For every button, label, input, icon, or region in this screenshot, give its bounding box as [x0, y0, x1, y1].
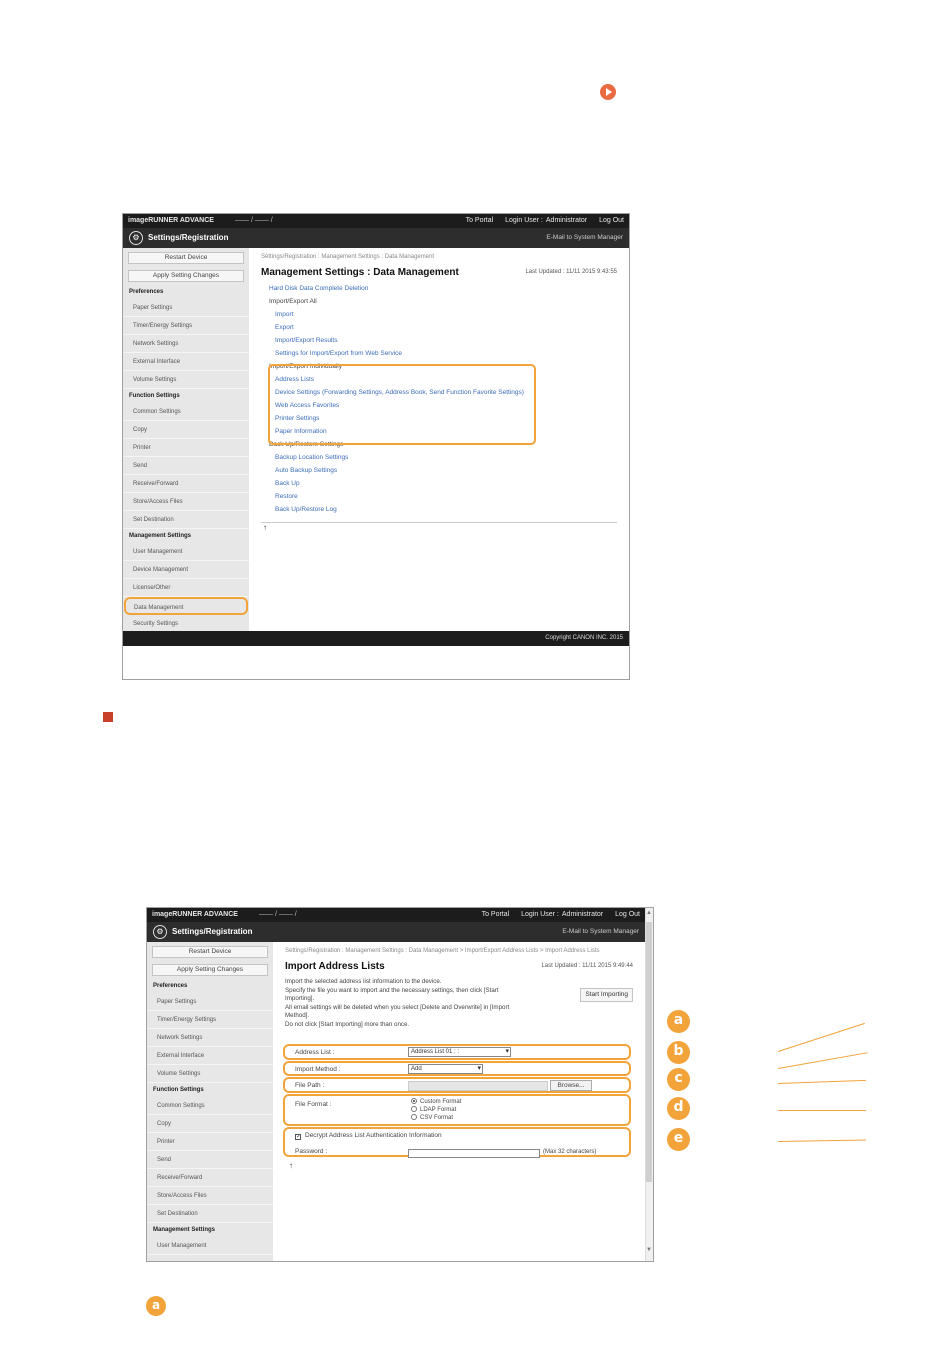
leader-line-a [778, 1023, 865, 1052]
link-import-export-results[interactable]: Import/Export Results [275, 337, 338, 344]
link-backup-log[interactable]: Back Up/Restore Log [275, 506, 337, 513]
start-importing-button[interactable]: Start Importing [580, 988, 633, 1002]
to-portal-link[interactable]: To Portal [481, 911, 510, 918]
scroll-thumb[interactable] [646, 922, 652, 1182]
radio-selected-icon[interactable] [411, 1098, 417, 1104]
main-content [249, 248, 629, 631]
link-backup-location[interactable]: Backup Location Settings [275, 454, 349, 461]
sidebar-item-copy[interactable]: Copy [147, 1115, 273, 1133]
sidebar-item-timer-energy[interactable]: Timer/Energy Settings [147, 1011, 273, 1029]
browse-button[interactable]: Browse... [550, 1080, 592, 1091]
brand-name: imageRUNNER ADVANCE [128, 217, 214, 224]
to-portal-link[interactable]: To Portal [465, 217, 494, 224]
sidebar-item-data-management[interactable]: Data Management [124, 597, 248, 615]
back-to-top-icon[interactable]: ↑ [289, 1161, 293, 1170]
sidebar-item-printer[interactable]: Printer [147, 1133, 273, 1151]
sidebar-item-user-management[interactable]: User Management [147, 1237, 273, 1255]
checkbox-checked-icon[interactable]: ✓ [296, 1134, 302, 1140]
sidebar-item-copy[interactable]: Copy [123, 421, 249, 439]
link-restore[interactable]: Restore [275, 493, 298, 500]
leader-line-e [778, 1139, 866, 1142]
device-path: —— / —— / [259, 911, 297, 918]
password-hint: (Max 32 characters) [543, 1149, 597, 1155]
scroll-down-icon[interactable]: ▼ [646, 1247, 652, 1253]
breadcrumb: Settings/Registration : Management Settings : Data Management > Import/Export Address Lists > Import Address Lists [285, 948, 600, 954]
login-user-name: Administrator [545, 217, 588, 224]
top-bar [147, 908, 645, 922]
page-title-text: Management Settings : Data Management [261, 267, 459, 278]
sidebar-item-license-other[interactable]: License/Other [123, 579, 249, 597]
scroll-up-icon[interactable]: ▲ [646, 910, 652, 916]
callout-d: d [667, 1097, 690, 1120]
decrypt-checkbox-row[interactable] [295, 1132, 442, 1140]
link-auto-backup[interactable]: Auto Backup Settings [275, 467, 338, 474]
footer: Copyright CANON INC. 2015 [123, 631, 629, 646]
title-bar [147, 922, 645, 942]
row-file-format [283, 1094, 631, 1126]
sidebar-item-device-management[interactable]: Device Management [123, 561, 249, 579]
page-title-text: Import Address Lists [285, 961, 385, 972]
sidebar [147, 942, 273, 1261]
sidebar-item-store-access[interactable]: Store/Access Files [123, 493, 249, 511]
sidebar-item-network[interactable]: Network Settings [123, 335, 249, 353]
format-ldap-label: LDAP Format [420, 1107, 457, 1113]
sidebar [123, 248, 249, 631]
link-web-access-favorites[interactable]: Web Access Favorites [275, 402, 340, 409]
sidebar-item-set-destination[interactable]: Set Destination [147, 1205, 273, 1223]
row-decrypt-password [283, 1127, 631, 1157]
address-list-select[interactable]: Address List 01 : : ▾ [408, 1047, 511, 1057]
page-title [285, 961, 633, 972]
sidebar-item-common[interactable]: Common Settings [123, 403, 249, 421]
callout-e: e [667, 1128, 690, 1151]
app-title: Settings/Registration [148, 233, 229, 242]
top-bar [123, 214, 629, 228]
scrollbar[interactable] [645, 908, 653, 1261]
sidebar-item-receive-forward[interactable]: Receive/Forward [147, 1169, 273, 1187]
sidebar-item-security[interactable]: Security Settings [123, 615, 249, 633]
sidebar-section-management: Management Settings [129, 533, 192, 539]
sidebar-item-external-interface[interactable]: External Interface [147, 1047, 273, 1065]
logout-link[interactable]: Log Out [615, 911, 640, 918]
login-user-label: Login User : [521, 911, 559, 918]
back-to-top-icon[interactable]: ↑ [263, 523, 267, 532]
mail-system-manager-link[interactable]: E-Mail to System Manager [562, 928, 639, 935]
title-bar [123, 228, 629, 248]
description-line: All email settings will be deleted when you select [Delete and Overwrite] in [Import Method]. [285, 1003, 510, 1019]
link-hdd-deletion[interactable]: Hard Disk Data Complete Deletion [269, 285, 369, 292]
sidebar-section-management: Management Settings [153, 1227, 216, 1233]
row-import-method [283, 1061, 631, 1076]
sidebar-section-preferences: Preferences [129, 289, 164, 295]
login-user-label: Login User : [505, 217, 543, 224]
link-web-service-settings[interactable]: Settings for Import/Export from Web Service [275, 350, 403, 357]
sidebar-item-common[interactable]: Common Settings [147, 1097, 273, 1115]
password-label: Password : [295, 1148, 328, 1155]
sidebar-item-user-management[interactable]: User Management [123, 543, 249, 561]
sidebar-item-paper-settings[interactable]: Paper Settings [123, 299, 249, 317]
sidebar-item-store-access[interactable]: Store/Access Files [147, 1187, 273, 1205]
description-line: Import the selected address list information to the device. [285, 978, 442, 985]
callout-a: a [667, 1010, 690, 1033]
last-updated: Last Updated : 11/11 2015 9:49:44 [541, 963, 633, 969]
link-import[interactable]: Import [275, 311, 294, 318]
sidebar-item-network[interactable]: Network Settings [147, 1029, 273, 1047]
group-import-export-individually: Import/Export Individually [269, 363, 342, 370]
group-backup-restore: Back Up/Restore Settings [269, 441, 344, 448]
sidebar-section-preferences: Preferences [153, 983, 188, 989]
sidebar-section-function: Function Settings [153, 1087, 204, 1093]
file-format-label: File Format : [295, 1101, 332, 1108]
sidebar-item-set-destination[interactable]: Set Destination [123, 511, 249, 529]
link-paper-information[interactable]: Paper Information [275, 428, 327, 435]
sidebar-item-printer[interactable]: Printer [123, 439, 249, 457]
leader-line-c [778, 1080, 866, 1084]
brand-name: imageRUNNER ADVANCE [152, 911, 238, 918]
row-address-list [283, 1044, 631, 1060]
breadcrumb: Settings/Registration : Management Settings : Data Management [261, 254, 435, 260]
page-title [261, 267, 617, 278]
callout-a-legend: a [146, 1296, 166, 1316]
file-path-input[interactable] [408, 1081, 548, 1091]
screenshot-data-management [122, 213, 630, 680]
description-line: Do not click [Start Importing] more than once. [285, 1020, 410, 1028]
row-file-path [283, 1077, 631, 1093]
login-user-name: Administrator [561, 911, 604, 918]
file-path-label: File Path : [295, 1082, 325, 1089]
link-printer-settings[interactable]: Printer Settings [275, 415, 320, 422]
highlight-individually [268, 364, 536, 445]
play-icon [600, 84, 616, 100]
callout-b: b [667, 1041, 690, 1064]
callout-c: c [667, 1068, 690, 1091]
description [285, 978, 520, 1029]
sidebar-section-function: Function Settings [129, 393, 180, 399]
link-address-lists[interactable]: Address Lists [275, 376, 315, 383]
restart-device-button[interactable]: Restart Device [152, 946, 268, 958]
leader-line-b [778, 1052, 868, 1069]
decrypt-label: Decrypt Address List Authentication Information [305, 1132, 442, 1139]
sidebar-item-send[interactable]: Send [123, 457, 249, 475]
group-import-export-all: Import/Export All [269, 298, 317, 305]
link-back-up[interactable]: Back Up [275, 480, 300, 487]
apply-setting-changes-button[interactable]: Apply Setting Changes [128, 270, 244, 282]
format-custom[interactable] [411, 1098, 461, 1106]
sidebar-item-timer-energy[interactable]: Timer/Energy Settings [123, 317, 249, 335]
radio-icon[interactable] [411, 1106, 417, 1112]
restart-device-button[interactable]: Restart Device [128, 252, 244, 264]
import-method-select[interactable]: Add ▾ [408, 1064, 483, 1074]
format-csv-label: CSV Format [420, 1115, 454, 1121]
logout-link[interactable]: Log Out [599, 217, 624, 224]
radio-icon[interactable] [411, 1114, 417, 1120]
sidebar-item-external-interface[interactable]: External Interface [123, 353, 249, 371]
gear-icon: ⚙ [153, 925, 167, 939]
section-bullet-icon [103, 712, 113, 722]
last-updated: Last Updated : 11/11 2015 9:43:55 [525, 269, 617, 275]
password-input[interactable] [408, 1149, 540, 1158]
mail-system-manager-link[interactable]: E-Mail to System Manager [546, 234, 623, 241]
device-path: —— / —— / [235, 217, 273, 224]
address-list-label: Address List : [295, 1049, 335, 1056]
screenshot-import-address-lists [146, 907, 654, 1262]
sidebar-item-paper-settings[interactable]: Paper Settings [147, 993, 273, 1011]
format-custom-label: Custom Format [420, 1099, 462, 1105]
leader-line-d [778, 1110, 866, 1111]
apply-setting-changes-button[interactable]: Apply Setting Changes [152, 964, 268, 976]
format-csv[interactable] [411, 1114, 453, 1122]
link-export[interactable]: Export [275, 324, 294, 331]
sidebar-item-volume[interactable]: Volume Settings [123, 371, 249, 389]
sidebar-item-receive-forward[interactable]: Receive/Forward [123, 475, 249, 493]
sidebar-item-send[interactable]: Send [147, 1151, 273, 1169]
sidebar-item-volume[interactable]: Volume Settings [147, 1065, 273, 1083]
app-title: Settings/Registration [172, 927, 253, 936]
import-method-label: Import Method : [295, 1066, 341, 1073]
description-line: Specify the file you want to import and the necessary settings, then click [Start Importing]. [285, 986, 499, 1002]
gear-icon: ⚙ [129, 231, 143, 245]
format-ldap[interactable] [411, 1106, 456, 1114]
link-device-settings[interactable]: Device Settings (Forwarding Settings, Address Book, Send Function Favorite Settings) [275, 389, 524, 396]
